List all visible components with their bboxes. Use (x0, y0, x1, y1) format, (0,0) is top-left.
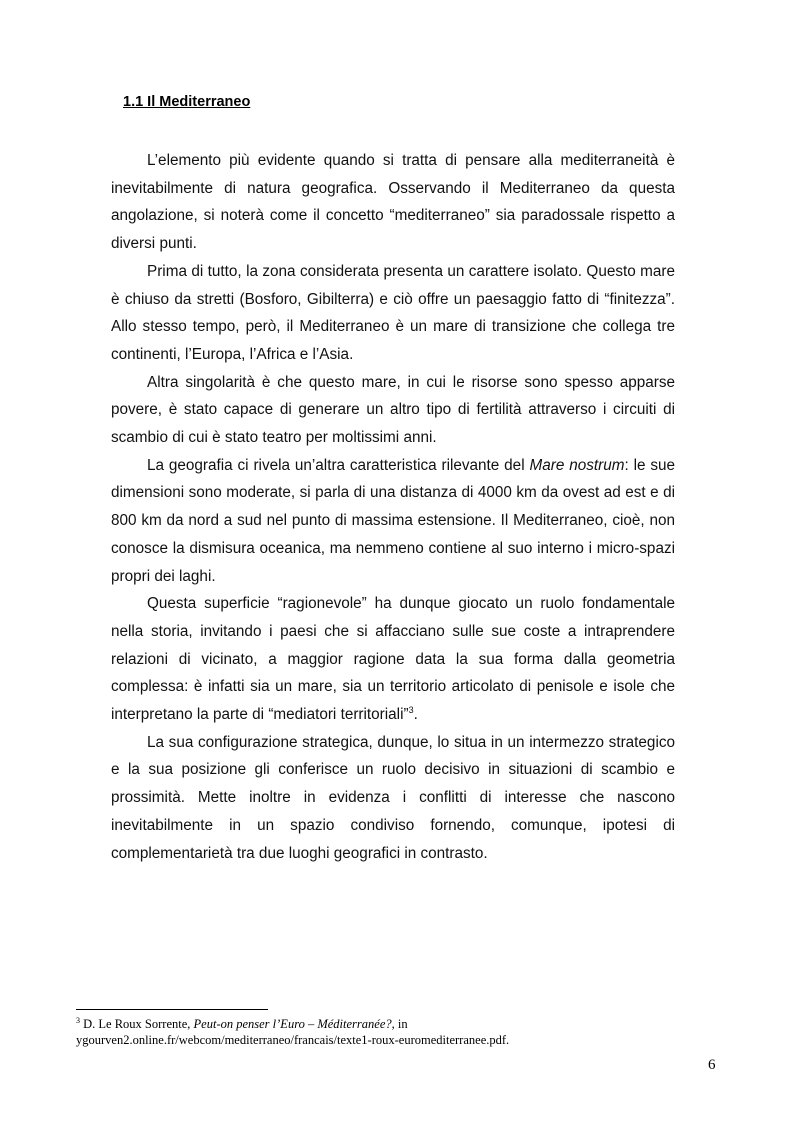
paragraph-1: L’elemento più evidente quando si tratta di pensare alla mediterraneità è inevitabilmente di natura geografica. Osservando il Mediterraneo da questa angolazione, si noterà come il concetto “mediterraneo” sia paradossale rispetto a diversi punti. (111, 152, 675, 253)
footnote-author: D. Le Roux Sorrente, (80, 1017, 194, 1031)
paragraph-4 (111, 452, 675, 591)
paragraph-4-text-start: La geografia ci rivela un’altra caratteristica rilevante del (147, 456, 530, 474)
paragraph-4-emphasis: Mare nostrum (529, 456, 625, 474)
footnote (76, 1016, 696, 1048)
paragraph-2: Prima di tutto, la zona considerata presenta un carattere isolato. Questo mare è chiuso da stretti (Bosforo, Gibilterra) e ciò offre un paesaggio fatto di “finitezza”. Allo stesso tempo, però, il Mediterraneo è un mare di transizione che collega tre continenti, l’Europa, l’Africa e l’Asia. (111, 262, 675, 363)
body-text (111, 147, 675, 867)
footnote-reference: 3 (408, 704, 414, 715)
footnote-separator (76, 1009, 268, 1010)
section-heading: 1.1 Il Mediterraneo (123, 94, 251, 110)
paragraph-3: Altra singolarità è che questo mare, in cui le risorse sono spesso apparse povere, è stato capace di generare un altro tipo di fertilità attraverso i circuiti di scambio di cui è stato teatro per moltissimi anni. (111, 373, 675, 447)
paragraph-4-text-end: : le sue dimensioni sono moderate, si parla di una distanza di 4000 km da ovest ad est e di 800 km da nord a sud nel punto di massima estensione. Il Mediterraneo, cioè, non conosce la dismisura oceanica, ma nemmeno contiene al suo interno i micro-spazi propri dei laghi. (111, 456, 676, 585)
paragraph-6: La sua configurazione strategica, dunque, lo situa in un intermezzo strategico e la sua posizione gli conferisce un ruolo decisivo in situazioni di scambio e prossimità. Mette inoltre in evidenza i conflitti di interesse che nascono inevitabilmente in un spazio condiviso fornendo, comunque, ipotesi di complementarietà tra due luoghi geografici in contrasto. (111, 733, 675, 862)
paragraph-5-text-end: . (413, 706, 418, 724)
footnote-number: 3 (76, 1015, 80, 1025)
paragraph-5 (111, 590, 675, 729)
footnote-in: in (394, 1017, 408, 1031)
paragraph-5-text-start: Questa superficie “ragionevole” ha dunque giocato un ruolo fondamentale nella storia, invitando i paesi che si affacciano sulle sue coste a intraprendere relazioni di vicinato, a maggior ragione data la sua forma dalla geometria complessa: è infatti sia un mare, sia un territorio articolato di penisole e isole che interpretano la parte di “mediatori territoriali” (111, 595, 675, 724)
footnote-source: ygourven2.online.fr/webcom/mediterraneo/francais/texte1-roux-euromediterranee.pdf. (76, 1033, 510, 1047)
footnote-title: Peut-on penser l’Euro – Méditerranée?, (193, 1017, 395, 1031)
page-number: 6 (708, 1057, 716, 1073)
